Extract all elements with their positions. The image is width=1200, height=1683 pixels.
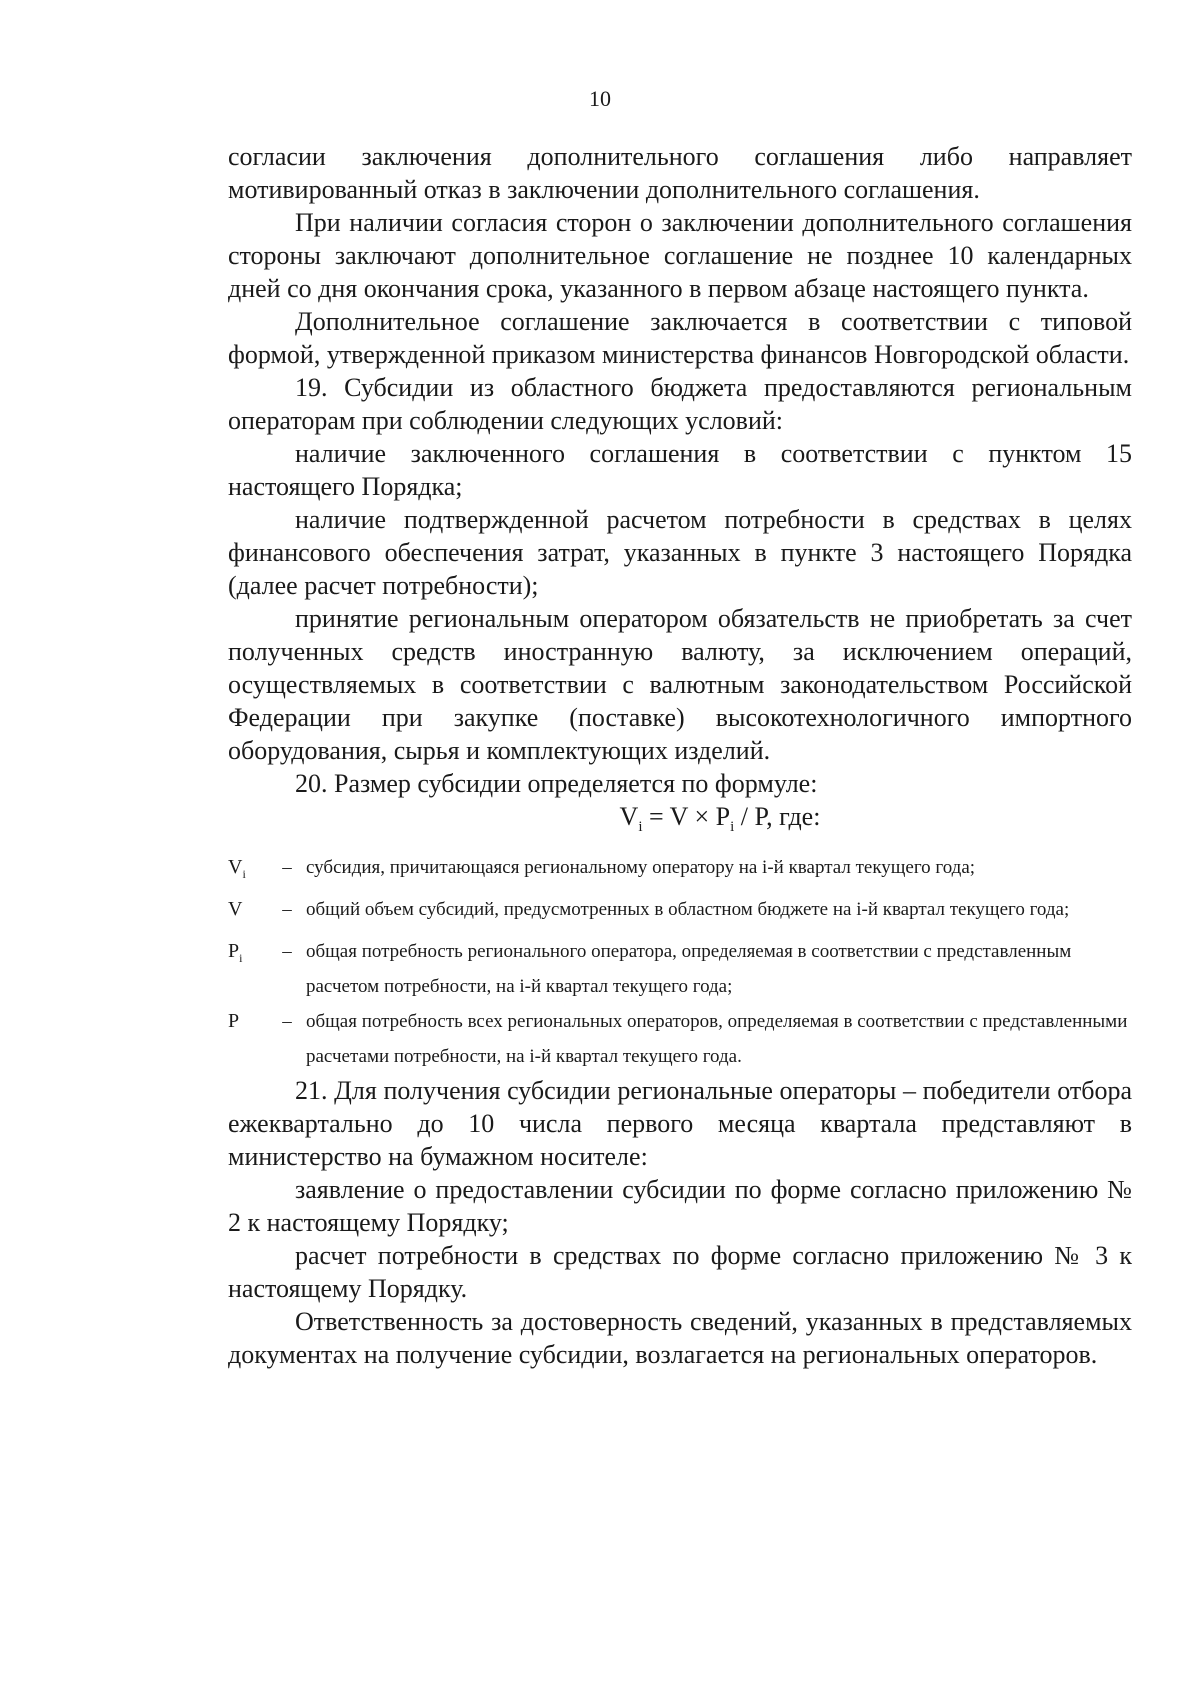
formula-lhs-subscript: i (638, 819, 643, 836)
definition-dash: – (282, 899, 292, 921)
definition-row (228, 892, 1132, 934)
symbol-letter: P (228, 1010, 240, 1033)
paragraph: наличие подтвержденной расчетом потребности в средствах в целях финансового обеспечения затрат, указанных в пункте 3 настоящего Порядка (далее расчет потребности); (228, 505, 1132, 600)
definition-text: общая потребность регионального оператора, определяемая в соответствии с представленным расчетом потребности, на i-й квартал текущего года; (306, 941, 1072, 998)
paragraph: При наличии согласия сторон о заключении дополнительного соглашения стороны заключают дополнительное соглашение не позднее 10 календарных дней со дня окончания срока, указанного в первом абзаце настоящего пункта. (228, 208, 1132, 303)
symbol-letter: V (228, 856, 243, 879)
paragraph: заявление о предоставлении субсидии по форме согласно приложению № 2 к настоящему Порядку; (228, 1175, 1132, 1238)
paragraph: расчет потребности в средствах по форме согласно приложению № 3 к настоящему Порядку. (228, 1241, 1132, 1304)
formula-definitions (228, 850, 1132, 1074)
definition-dash: – (282, 857, 292, 879)
paragraph: принятие региональным оператором обязательств не приобретать за счет полученных средств иностранную валюту, за исключением операций, осуществляемых в соответствии с валютным законодательством Российской Федерации при закупке (поставке) высокотехнологичного импортного оборудования, сырья и комплектующих изделий. (228, 604, 1132, 765)
document-body (228, 140, 1132, 1371)
paragraph-item-19: 19. Субсидии из областного бюджета предоставляются региональным операторам при соблюдении следующих условий: (228, 373, 1132, 435)
formula-middle-subscript: i (730, 819, 735, 836)
definition-symbol (228, 850, 268, 892)
symbol-letter: V (228, 898, 243, 921)
formula-middle: = V × P (642, 802, 731, 831)
subsidy-formula (228, 800, 1132, 844)
definition-symbol (228, 892, 268, 934)
formula-lhs: V (619, 802, 639, 831)
paragraph: наличие заключенного соглашения в соответствии с пунктом 15 настоящего Порядка; (228, 439, 1132, 501)
paragraph-item-21: 21. Для получения субсидии региональные операторы – победители отбора ежеквартально до 10 числа первого месяца квартала представляют в министерство на бумажном носителе: (228, 1076, 1132, 1172)
formula-rhs: / P, где: (734, 802, 821, 831)
paragraph: согласии заключения дополнительного соглашения либо направляет мотивированный отказ в заключении дополнительного соглашения. (228, 142, 1132, 204)
symbol-letter: P (228, 940, 240, 963)
definition-row (228, 1004, 1132, 1074)
paragraph: Ответственность за достоверность сведений, указанных в представляемых документах на получение субсидии, возлагается на региональных операторов. (228, 1307, 1132, 1370)
symbol-subscript: i (239, 951, 243, 966)
definition-text: субсидия, причитающаяся региональному оператору на i-й квартал текущего года; (306, 857, 976, 879)
symbol-subscript: i (242, 867, 246, 882)
paragraph: Дополнительное соглашение заключается в соответствии с типовой формой, утвержденной приказом министерства финансов Новгородской области. (228, 307, 1132, 369)
definition-row (228, 934, 1132, 1004)
definition-dash: – (282, 941, 292, 963)
page-number: 10 (589, 86, 611, 111)
definition-text: общий объем субсидий, предусмотренных в областном бюджете на i-й квартал текущего года; (306, 899, 1070, 921)
definition-dash: – (282, 1011, 292, 1033)
paragraph-item-20: 20. Размер субсидии определяется по формуле: (295, 769, 818, 798)
definition-symbol (228, 1004, 268, 1074)
definition-symbol (228, 934, 268, 1004)
definition-text: общая потребность всех региональных операторов, определяемая в соответствии с представленными расчетами потребности, на i-й квартал текущего года. (306, 1011, 1128, 1068)
definition-row (228, 850, 1132, 892)
